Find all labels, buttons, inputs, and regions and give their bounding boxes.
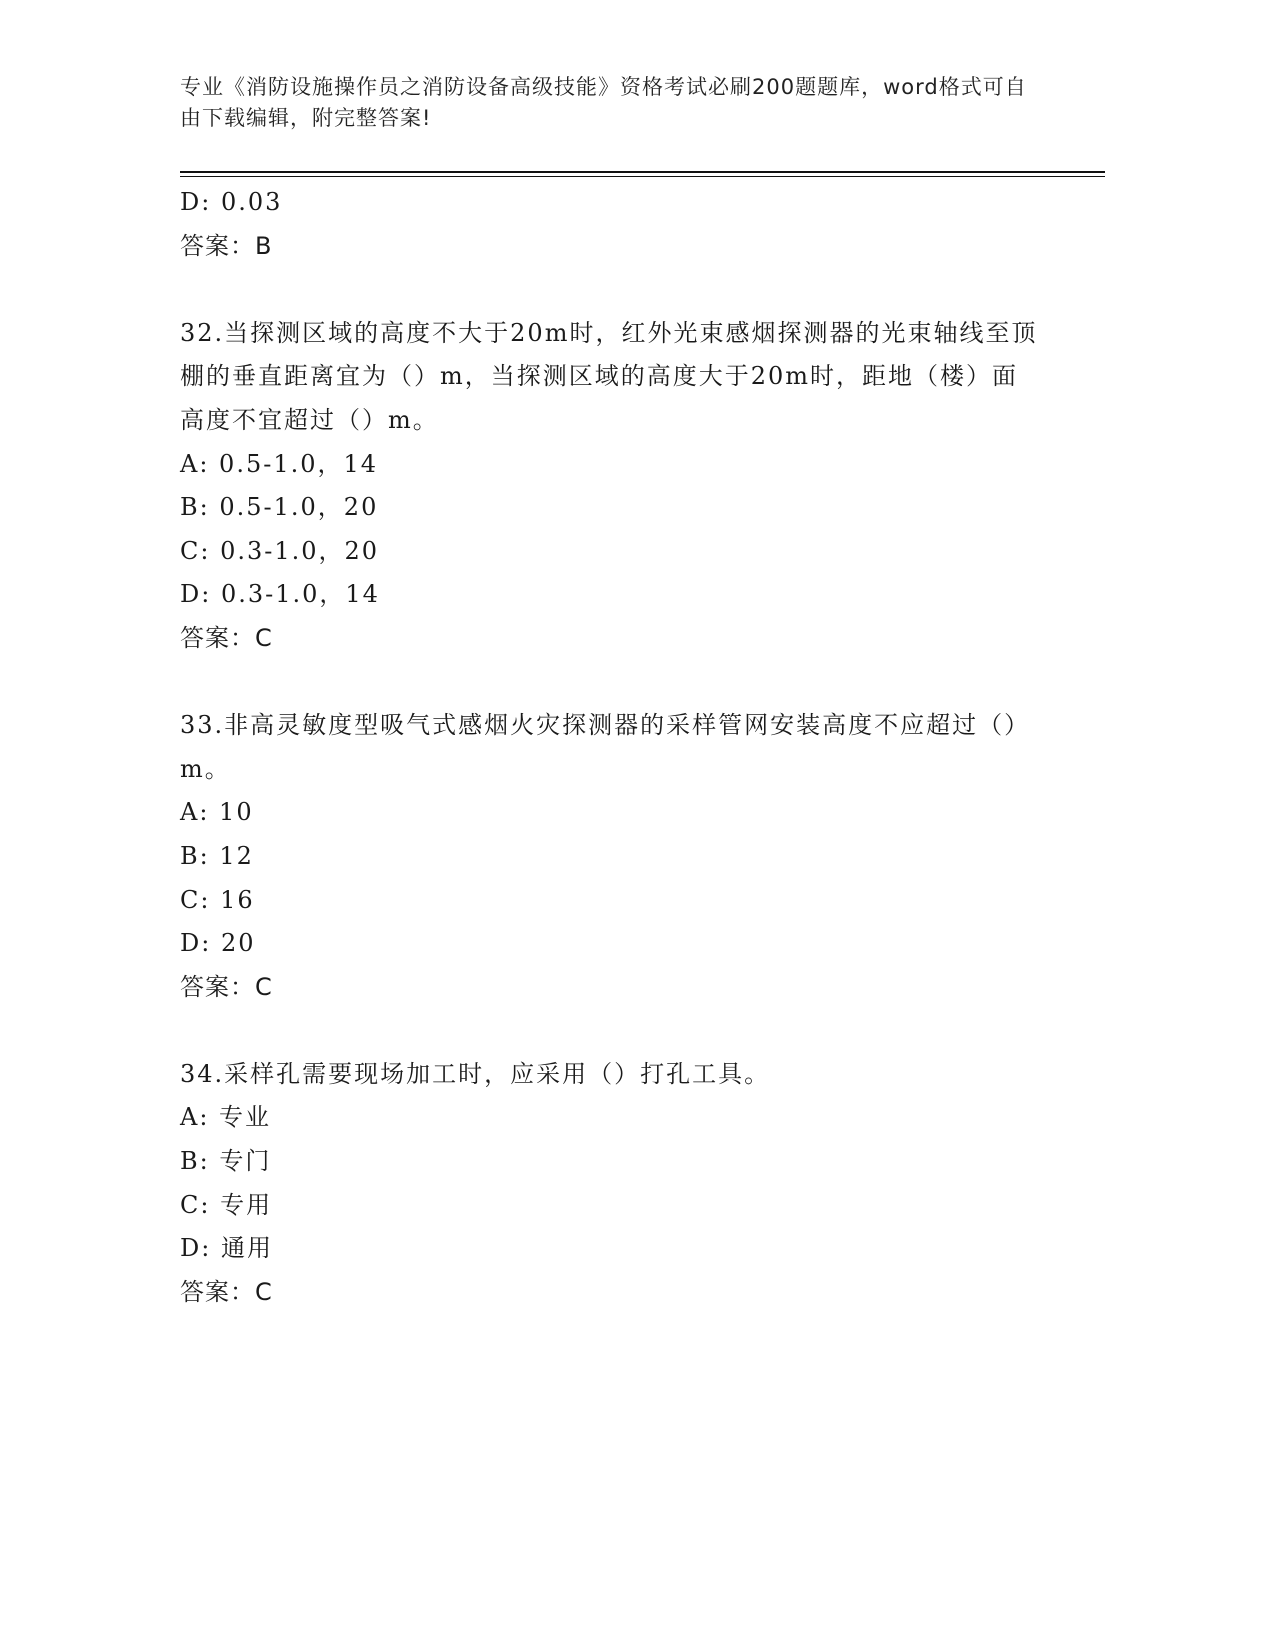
answer-line: 答案：C <box>180 1277 273 1306</box>
question-stem: 32.当探测区域的高度不大于20m时，红外光束感烟探测器的光束轴线至顶棚的垂直距离宜为（）m，当探测区域的高度大于20m时，距地（楼）面高度不宜超过（）m。 <box>180 318 1038 434</box>
option-d: D: 20 <box>180 929 256 958</box>
option-c: C: 专用 <box>180 1190 273 1219</box>
option-a: A: 0.5-1.0，14 <box>180 449 379 478</box>
spacer <box>180 661 1040 705</box>
answer-line: 答案：B <box>180 231 273 260</box>
option-c: C: 16 <box>180 885 255 914</box>
question-stem: 34.采样孔需要现场加工时，应采用（）打孔工具。 <box>180 1059 771 1088</box>
question-32 <box>180 312 1040 661</box>
document-body <box>180 181 1040 1314</box>
spacer <box>180 268 1040 312</box>
answer-line: 答案：C <box>180 623 273 652</box>
option-c: C: 0.3-1.0，20 <box>180 536 380 565</box>
header-rule-thick <box>180 171 1105 173</box>
page-header: 专业《消防设施操作员之消防设备高级技能》资格考试必刷200题题库，word格式可自由下载编辑，附完整答案! <box>180 75 1027 130</box>
option-d: D: 0.3-1.0，14 <box>180 580 380 609</box>
option-b: B: 专门 <box>180 1147 272 1176</box>
option-b: B: 0.5-1.0，20 <box>180 493 379 522</box>
question-33 <box>180 704 1040 1009</box>
option-a: A: 专业 <box>180 1103 272 1132</box>
answer-line: 答案：C <box>180 972 273 1001</box>
option-b: B: 12 <box>180 841 254 870</box>
header-rule-thin <box>180 176 1105 177</box>
option-d: D: 通用 <box>180 1234 273 1263</box>
option-d: D: 0.03 <box>180 188 283 216</box>
question-34 <box>180 1053 1040 1315</box>
question-31-fragment <box>180 181 1040 268</box>
spacer <box>180 1009 1040 1053</box>
option-a: A: 10 <box>180 798 254 827</box>
question-stem: 33.非高灵敏度型吸气式感烟火灾探测器的采样管网安装高度不应超过（）m。 <box>180 711 1031 783</box>
